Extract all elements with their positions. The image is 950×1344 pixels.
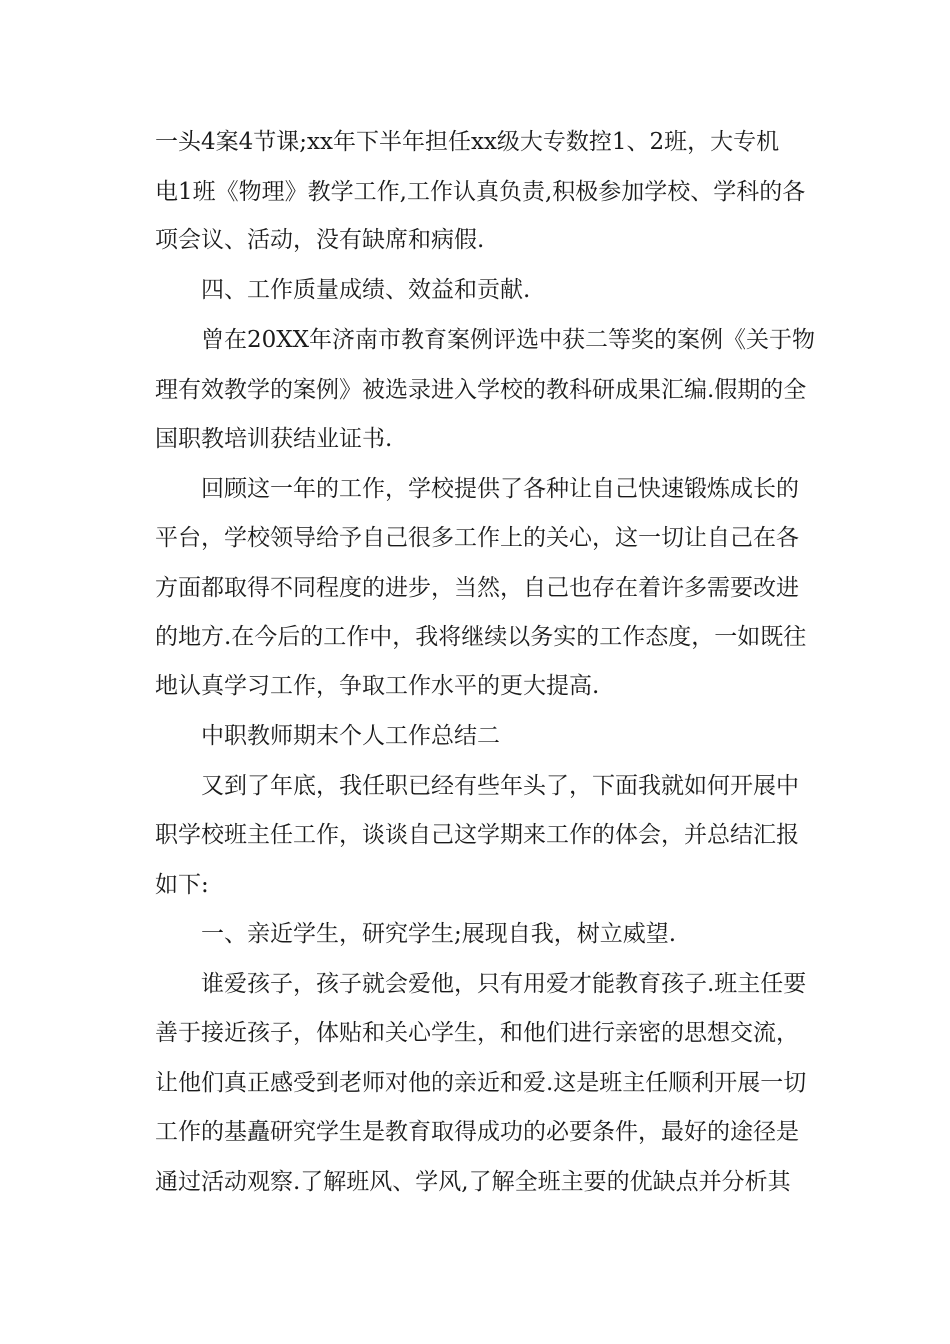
text-line: 如下: — [155, 872, 209, 898]
text-line: 让他们真正感受到老师对他的亲近和爱.这是班主任顺利开展一切 — [155, 1070, 807, 1096]
text-line: 谁爱孩子，孩子就会爱他，只有用爱才能教育孩子.班主任要 — [201, 971, 807, 997]
text-line: 项会议、活动，没有缺席和病假. — [155, 227, 485, 253]
text-line: 理有效教学的案例》被选录进入学校的教科研成果汇编.假期的全 — [155, 377, 807, 403]
text-line: 职学校班主任工作，谈谈自己这学期来工作的体会，并总结汇报 — [155, 822, 799, 848]
text-line: 的地方.在今后的工作中，我将继续以务实的工作态度，一如既往 — [155, 624, 807, 650]
section-heading: 一、亲近学生，研究学生;展现自我，树立威望. — [201, 921, 677, 947]
text-line: 善于接近孩子，体贴和关心学生，和他们进行亲密的思想交流， — [155, 1020, 799, 1046]
text-line: 方面都取得不同程度的进步，当然，自己也存在着许多需要改进 — [155, 575, 799, 601]
text-line: 回顾这一年的工作，学校提供了各种让自己快速锻炼成长的 — [201, 476, 799, 502]
text-line: 一头4案4节课;xx年下半年担任xx级大专数控1、2班，大专机 — [155, 129, 780, 155]
text-line: 电1班《物理》教学工作,工作认真负责,积极参加学校、学科的各 — [155, 179, 806, 205]
text-line: 曾在20XX年济南市教育案例评选中获二等奖的案例《关于物 — [201, 327, 816, 353]
text-line: 又到了年底，我任职已经有些年头了，下面我就如何开展中 — [201, 773, 799, 799]
text-line: 通过活动观察.了解班风、学风,了解全班主要的优缺点并分析其 — [155, 1169, 791, 1195]
section-title: 中职教师期末个人工作总结二 — [201, 723, 500, 749]
text-line: 国职教培训获结业证书. — [155, 426, 393, 452]
text-line: 工作的基矗研究学生是教育取得成功的必要条件，最好的途径是 — [155, 1119, 799, 1145]
text-line: 地认真学习工作，争取工作水平的更大提高. — [155, 673, 600, 699]
text-line: 平台，学校领导给予自己很多工作上的关心，这一切让自己在各 — [155, 525, 799, 551]
section-heading: 四、工作质量成绩、效益和贡献. — [201, 277, 531, 303]
